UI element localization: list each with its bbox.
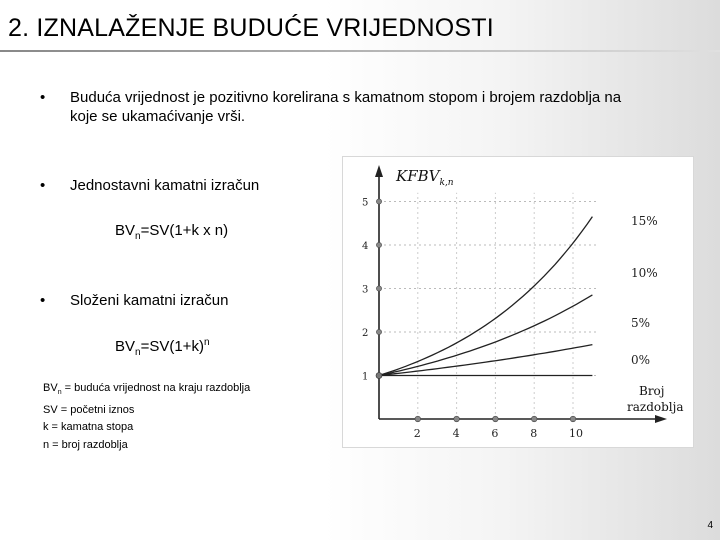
y-axis-title bbox=[395, 167, 454, 188]
y-tick-mark bbox=[376, 242, 381, 247]
bullet-text-line: Buduća vrijednost je pozitivno korelirana s kamatnom stopom i brojem razdoblja na bbox=[70, 89, 622, 106]
x-tick-mark bbox=[454, 416, 460, 422]
y-tick-mark bbox=[376, 199, 381, 204]
title-divider bbox=[0, 50, 720, 52]
page-number: 4 bbox=[707, 520, 713, 531]
bullet-text-line: koje se ukamaćivanje vrši. bbox=[70, 108, 246, 125]
x-tick-mark bbox=[570, 416, 576, 422]
x-tick-label: 4 bbox=[452, 427, 460, 440]
y-tick-mark bbox=[376, 329, 381, 334]
x-tick-label: 10 bbox=[569, 427, 583, 440]
legend-subscript: n bbox=[57, 389, 62, 397]
x-axis-title-line2: razdoblja bbox=[627, 400, 684, 414]
future-value-chart bbox=[342, 156, 694, 448]
formula-compound-interest bbox=[115, 337, 210, 358]
x-axis-title-line1: Broj bbox=[639, 384, 665, 398]
formula-superscript: n bbox=[203, 337, 210, 348]
legend-line: SV = početni iznos bbox=[43, 403, 135, 416]
legend-line bbox=[43, 380, 250, 402]
formula-term: BV bbox=[115, 222, 136, 239]
series-label: 10% bbox=[631, 266, 658, 280]
series-line bbox=[379, 295, 592, 376]
y-tick-mark bbox=[376, 286, 381, 291]
y-tick-label: 2 bbox=[362, 328, 369, 339]
y-tick-label: 4 bbox=[362, 241, 369, 252]
y-tick-label: 3 bbox=[362, 284, 369, 296]
origin-point bbox=[376, 373, 382, 379]
y-axis-arrow-icon bbox=[375, 165, 383, 177]
series-label: 0% bbox=[631, 353, 651, 367]
bullet-marker: • bbox=[40, 292, 46, 309]
y-tick-label: 5 bbox=[362, 197, 369, 209]
x-axis-arrow-icon bbox=[655, 415, 667, 423]
legend-line: n = broj razdoblja bbox=[43, 438, 128, 451]
chart-svg bbox=[343, 157, 693, 447]
page-title: 2. IZNALAŽENJE BUDUĆE VRIJEDNOSTI bbox=[8, 14, 494, 42]
bullet-compound-interest: Složeni kamatni izračun bbox=[70, 292, 229, 309]
y-tick-label: 1 bbox=[362, 371, 369, 383]
legend-term: BV bbox=[43, 382, 58, 394]
variable-legend bbox=[43, 380, 250, 454]
x-tick-mark bbox=[531, 416, 537, 422]
series-label: 15% bbox=[631, 214, 658, 228]
series-label: 5% bbox=[631, 316, 651, 330]
formula-term: =SV(1+k x n) bbox=[140, 222, 229, 239]
formula-term: =SV(1+k) bbox=[140, 338, 204, 355]
bullet-marker: • bbox=[40, 177, 46, 194]
x-tick-mark bbox=[415, 416, 421, 422]
series-line bbox=[379, 217, 592, 376]
x-tick-label: 2 bbox=[413, 427, 421, 440]
formula-term: BV bbox=[115, 338, 136, 355]
legend-line: k = kamatna stopa bbox=[43, 421, 134, 434]
bullet-simple-interest: Jednostavni kamatni izračun bbox=[70, 177, 260, 194]
series-line bbox=[379, 345, 592, 376]
formula-subscript: n bbox=[135, 347, 141, 358]
y-axis-title-main: KFBV bbox=[396, 167, 440, 185]
x-tick-label: 6 bbox=[491, 427, 499, 440]
formula-subscript: n bbox=[135, 231, 141, 242]
bullet-marker: • bbox=[40, 89, 46, 106]
x-tick-mark bbox=[493, 416, 499, 422]
legend-term: = buduća vrijednost na kraju razdoblja bbox=[61, 382, 251, 394]
x-tick-label: 8 bbox=[530, 427, 538, 440]
formula-simple-interest bbox=[115, 222, 228, 242]
y-axis-title-subscript: k,n bbox=[439, 178, 454, 188]
